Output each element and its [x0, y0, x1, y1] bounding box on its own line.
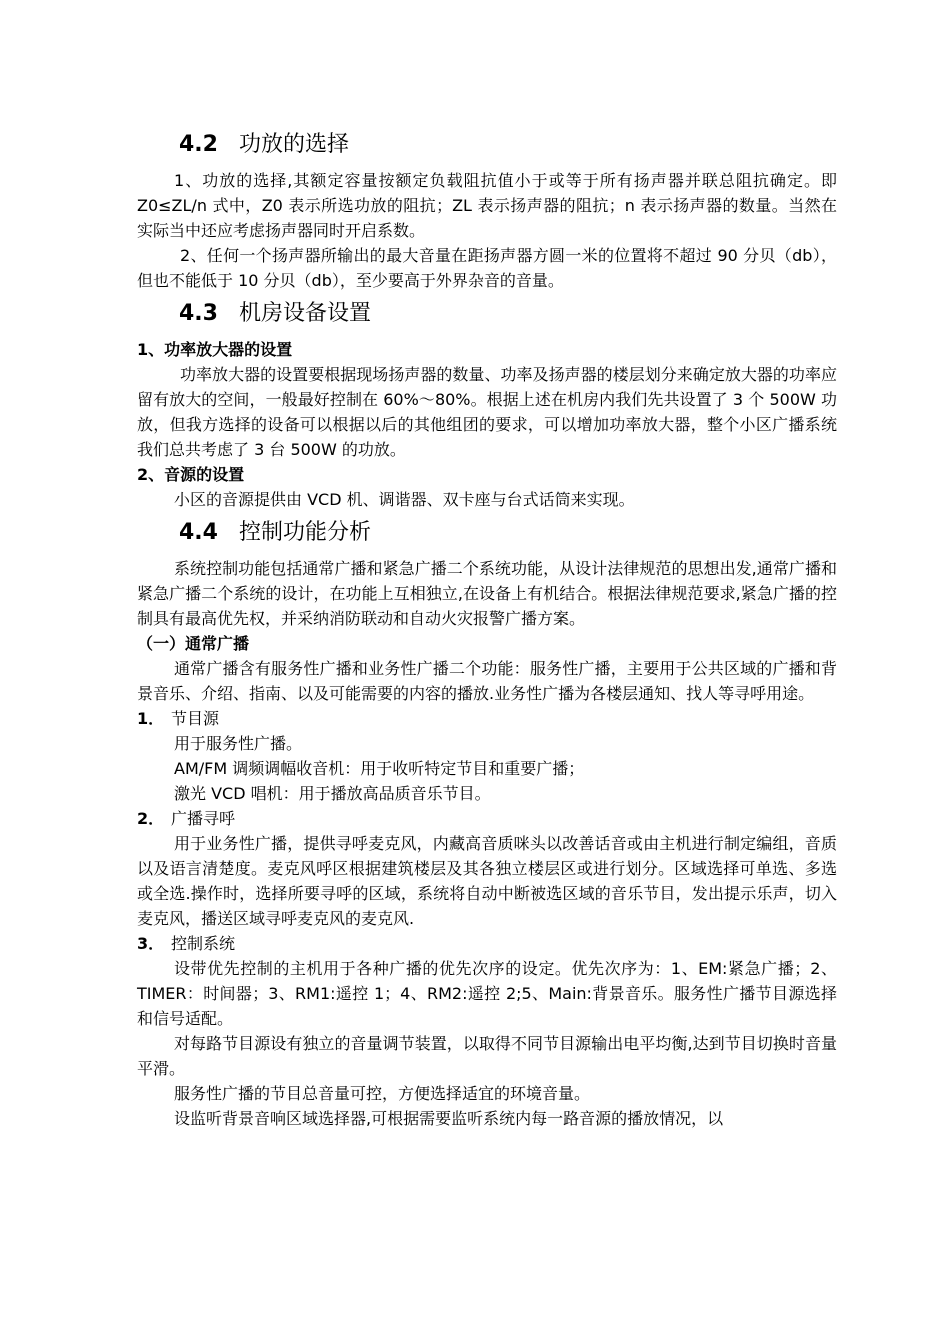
- paragraph: 系统控制功能包括通常广播和紧急广播二个系统功能，从设计法律规范的思想出发,通常广播和紧急广播二个系统的设计，在功能上互相独立,在设备上有机结合。根据法律规范要求,紧急广播的控制具有最高优先权，并采纳消防联动和自动火灾报警广播方案。: [137, 559, 837, 628]
- paragraph: 对每路节目源设有独立的音量调节装置，以取得不同节目源输出电平均衡,达到节目切换时音量平滑。: [137, 1034, 837, 1078]
- paragraph: 用于业务性广播，提供寻呼麦克风，内藏高音质咪头以改善话音或由主机进行制定编组，音质以及语言清楚度。麦克风呼区根据建筑楼层及其各独立楼层区或进行划分。区域选择可单选、多选或全选.操作时，选择所要寻呼的区域，系统将自动中断被选区域的音乐节目，发出提示乐声，切入麦克风，播送区域寻呼麦克风的麦克风.: [137, 834, 837, 928]
- section-4-4-heading: [137, 516, 837, 550]
- section-title: 机房设备设置: [239, 301, 372, 326]
- section-number: 4.3: [179, 301, 218, 326]
- paragraph: 设监听背景音响区域选择器,可根据需要监听系统内每一路音源的播放情况，以: [174, 1109, 724, 1128]
- paragraph: 功率放大器的设置要根据现场扬声器的数量、功率及扬声器的楼层划分来确定放大器的功率应留有放大的空间，一般最好控制在 60%～80%。根据上述在机房内我们先共设置了 3 个 500W 功放，但我方选择的设备可以根据以后的其他组团的要求，可以增加功率放大器，整个小区广播系统我们总共考虑了 3 台 500W 的功放。: [137, 365, 837, 459]
- paragraph: 设带优先控制的主机用于各种广播的优先次序的设定。优先次序为：1、EM:紧急广播；2、TIMER：时间器；3、RM1:遥控 1；4、RM2:遥控 2;5、Main:背景音乐。服务性广播节目源选择和信号适配。: [137, 959, 837, 1028]
- list-line: 激光 VCD 唱机：用于播放高品质音乐节目。: [174, 784, 491, 803]
- list-item-heading: 1． 节目源: [137, 709, 220, 728]
- list-item-heading: 3． 控制系统: [137, 934, 236, 953]
- section-4-3-heading: [137, 297, 837, 331]
- list-item-heading: 2． 广播寻呼: [137, 809, 236, 828]
- document-page: [137, 128, 837, 1131]
- list-line: 用于服务性广播。: [174, 734, 303, 753]
- paragraph: 通常广播含有服务性广播和业务性广播二个功能：服务性广播，主要用于公共区域的广播和背景音乐、介绍、指南、以及可能需要的内容的播放.业务性广播为各楼层通知、找人等寻呼用途。: [137, 659, 837, 703]
- subheading: 2、音源的设置: [137, 465, 245, 484]
- paragraph: 服务性广播的节目总音量可控，方便选择适宜的环境音量。: [174, 1084, 591, 1103]
- paragraph: 1、功放的选择,其额定容量按额定负载阻抗值小于或等于所有扬声器并联总阻抗确定。即 Z0≤ZL/n 式中，Z0 表示所选功放的阻抗；ZL 表示扬声器的阻抗；n 表示扬声器的数量。当然在实际当中还应考虑扬声器同时开启系数。: [137, 171, 837, 240]
- paragraph: 小区的音源提供由 VCD 机、调谐器、双卡座与台式话筒来实现。: [174, 490, 635, 509]
- subheading: 1、功率放大器的设置: [137, 340, 293, 359]
- section-number: 4.4: [179, 520, 218, 545]
- section-number: 4.2: [179, 132, 218, 157]
- subheading: （一）通常广播: [137, 634, 250, 653]
- section-title: 功放的选择: [239, 132, 350, 157]
- list-line: AM/FM 调频调幅收音机：用于收听特定节目和重要广播；: [174, 759, 585, 778]
- paragraph: 2、任何一个扬声器所输出的最大音量在距扬声器方圆一米的位置将不超过 90 分贝（db），但也不能低于 10 分贝（db），至少要高于外界杂音的音量。: [137, 246, 837, 290]
- section-4-2-heading: [137, 128, 837, 162]
- section-title: 控制功能分析: [239, 520, 372, 545]
